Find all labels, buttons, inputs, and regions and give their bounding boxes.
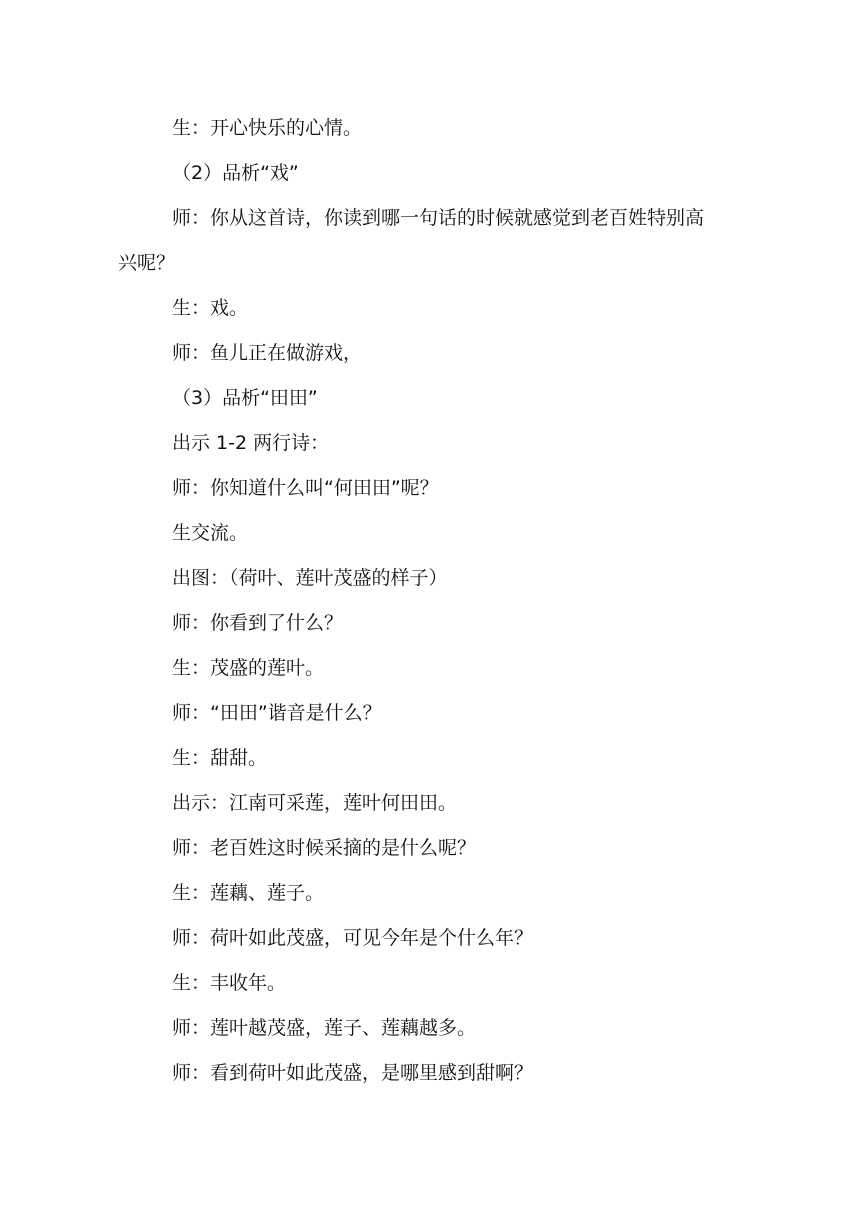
text-line: 师：你看到了什么？ <box>172 612 344 634</box>
text-line: 出示 1-2 两行诗： <box>172 432 330 454</box>
text-line: 师：你知道什么叫“何田田”呢？ <box>172 477 439 499</box>
text-line: 师：荷叶如此茂盛，可见今年是个什么年？ <box>172 927 534 949</box>
text-line: 师：你从这首诗，你读到哪一句话的时候就感觉到老百姓特别高 <box>172 207 705 229</box>
text-line: 生：戏。 <box>172 297 249 319</box>
text-line: 生交流。 <box>172 522 249 544</box>
text-line: 生：莲藕、莲子。 <box>172 882 325 904</box>
text-line: 师：“田田”谐音是什么？ <box>172 702 382 724</box>
text-line: 兴呢？ <box>118 252 176 274</box>
text-line: 生：茂盛的莲叶。 <box>172 657 325 679</box>
text-line: 师：看到荷叶如此茂盛，是哪里感到甜啊？ <box>172 1062 534 1084</box>
text-line: 生：开心快乐的心情。 <box>172 117 363 139</box>
text-line: 师：老百姓这时候采摘的是什么呢？ <box>172 837 477 859</box>
text-line: 生：甜甜。 <box>172 747 268 769</box>
text-line: 生：丰收年。 <box>172 972 287 994</box>
text-line: 师：鱼儿正在做游戏， <box>172 342 363 364</box>
text-line: 出示：江南可采莲，莲叶何田田。 <box>172 792 458 814</box>
text-line: （2）品析“戏” <box>172 162 299 184</box>
text-line: 师：莲叶越茂盛，莲子、莲藕越多。 <box>172 1017 477 1039</box>
text-line: 出图：（荷叶、莲叶茂盛的样子） <box>172 567 448 589</box>
text-line: （3）品析“田田” <box>172 387 318 409</box>
